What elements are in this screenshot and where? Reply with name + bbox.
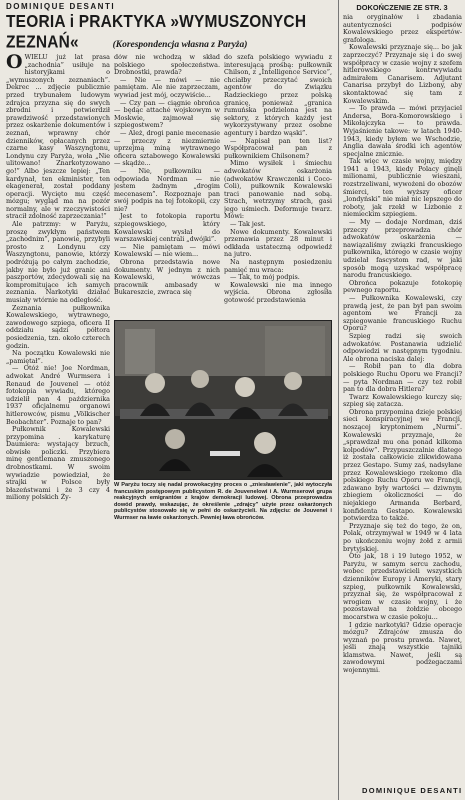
courtroom-photo [114,320,332,480]
article-subhead: (Korespondencja własna z Paryża) [112,40,248,50]
article-column-1 [6,54,110,794]
paragraph: Szpieg radzi się swoich adwokatów. Postanawia udzielić odpowiedzi w następnym tygodniu. Ale obrona naciska dalej: [343,331,462,363]
paragraph: — My — dodaje Nordman, dziś przeczy przeprowadza chór adwokatów oskarżenia — nawiązaliśmy związki francuskiego pułkownika, którego w czasie wojny udzielał fascystom rad, w jaki sposób mogą uzyskać współpracę narodu francuskiego. [343,218,462,280]
paragraph: Na następnym posiedzeniu pamięć mu wraca: [224,258,332,274]
paragraph: dów nie wchodzą w skład polskiego społeczeństwa. Drobnostki, prawda? [114,54,220,77]
paragraph: Nowe dokumenty. Kowalewski przemawia przez 28 minut i odkłada ustateczną odpowiedź na jutro. [224,227,332,259]
paragraph: Na początku Kowalewski nie „pamiętał”. [6,349,110,365]
paragraph: nia oryginałów i zbadania autentyczności podpisów Kowalewskiego przez ekspertów-grafologa. [343,14,462,44]
signature: DOMINIQUE DESANTI [362,786,463,795]
paragraph: WIELU już lat prasa „zachodnia” usiłuje na historyjkami o „wymuszonych zeznaniach”. Dekrec ... zdjęcie publicznie przed trybunałem ludowym zdrajca przyzna się do swych zbrodni i potwierdził prawdziwość przedstawionych przez oskarżenie dokumentów i zeznań, wprawny chór dzienników, opłacanych przez czarne kasy Waszyngtonu, Londynu czy Paryża, woła „Nie ulitowano! Znarkotyzowano go!” Albo jeszcze lepiej: „Ten kardynał, ten ekminister, ten ekagenerał, został poddany operacji. Wycięto mu część mózgu; wygląd ma na pozór normalny, ale w rzeczywistości stracił zdolność zaprzeczania!” [6,54,110,221]
paragraph: — Pułkownika Kowalewski, czy prawdą jest, że pan był pan swoim agentom we Francji za szpiegowanie francuskiego Ruchu Oporu? [343,293,462,333]
paragraph: Przyznaje się też do tego, że on, Polak, otrzymywał w 1949 w 4 lata po ukończeniu wojny żołd z armii brytyjskiej. [343,521,462,553]
paragraph: Ale patrzmy: w Paryżu, proszę zwykłym państwem „zachodnim”, panowie, przybyli prosto z Londynu czy Waszyngtonu, panowie, którzy podróżują po całym zachodzie, jakby nie było już granic ani paszportów, zdecydowali się na kompromitujące ich samych zeznania. Narkotyki działać musiały wtórnie na odległość. [6,220,110,304]
paragraph: — Robił pan to dla dobra polskiego Ruchu Oporu we Francji? — pyta Nordman — czy też robił pan to dla dobra Hitlera? [343,362,462,394]
paragraph: Kowalewski nie ma innego wyjścia. Obrona zgłosiła gotowość przedstawienia [224,280,332,304]
paragraph: — Nie, pułkowniku — odpowiada Nordman — nie jestem żadnym „drogim mecenasem”. Rozpoznaje pan swój podpis na tej fotokopii, czy nie? [114,166,220,213]
paragraph: — To prawda — mówi przyjaciel Andersa, Bora-Komorowskiego i Mikołajczyka — to prawda. Wyjaśnienie takowe: w latach 1940-1943, kiedy byłem we Wschodzie, Anglia dawała środki ich agentów specjalne znicznie. [343,104,462,158]
paragraph: Jest to fotokopia raportu szpiegowskiego, który Kowalewski wysłał do warszawskiej centrali „dwójki”. [114,212,220,244]
drop-cap: O [6,54,23,73]
paragraph: — Tak, to mój podpis. [230,273,300,282]
paragraph: Tak więc w czasie wojny, między 1941 a 1943, kiedy Polacy ginęli milionami, publicznie wieszani, rozstrzeliwani, wywożeni do obozów śmierci, ten wyższy oficer „londyński” nie miał nic lepszego do roboty, jak rzekł w Lizbonie z niemieckim szpiegiem. [343,157,462,219]
paragraph: — Nie — mówi — nie pamiętam. Ale nie zaprzeczam, wywiad jest mój, oczywiście... [114,75,220,99]
article-column-3 [224,54,332,316]
byline-top: DOMINIQUE DESANTI [6,2,116,11]
column-divider [338,0,339,800]
paragraph: — Ależ, drogi panie mecenasie — przeczy z niezmiernie uprzejmą miną wytrawnego oficera sztabowego Kowalewski — skądże... [114,128,220,168]
paragraph: Obrona przedstawia nowe dokumenty. W jednym z nich Kowalewski, wówczas pracownik ambasady w Bukareszcie, zwraca się [114,258,220,297]
paragraph: Zeznania pułkownika Kowalewskiego, wytrawnego, zawodowego szpiega, oficera II oddziału sądzi półtora posiedzenia, tzn. około czterech godzin. [6,303,110,350]
photo-caption: W Paryżu toczy się nadal prowokacyjny proces o „zniesławienie”, jaki wytoczyła francuskim postępowym publicystom R. de Jouvenelowi i A. Wurmserowi grupa reakcyjnych emigrantów z krajów demokracji ludowej. Obrona przeprowadza dowód prawdy, wskazując, że określenie „zdrajcy” użyte przez oskarżonych publicystów stosowało się w pełni do oskarżycieli. Na zdjęciu: de Jouvenel i Wurmser na ławie oskarżonych. Pewniej ława obrońców. [114,482,332,521]
paragraph: — Tak jest. [230,220,266,229]
paragraph: — Nie pamiętam — mówi Kowalewski — nie wiem... [114,242,220,259]
paragraph: — Napisał pan ten list? Współpracował pan z pułkownikiem Chilsonem? [224,136,332,160]
continuation-heading: DOKOŃCZENIE ZE STR. 3 [356,3,448,12]
paragraph: Obrońca pokazuje fotokopię pewnego raportu. [343,278,462,295]
paragraph: do szefa polskiego wywiadu z interesującą prośbą: pułkownik Chilson, z „Intelligence Service”, chciałby przeczytać swoich agentów do Związku Radzieckiego przez polską granicę, ponieważ „granica rumuńska podzielona jest na sektory, z których każdy jest wykorzystywany przez osobne agentury i bardzo wąski”. [224,54,332,137]
paragraph: Mimo wysiłek i śmiechu adwokatów oskarżonia (adwokatów Krawczenki i Coco-Coli), pułkownik Kowalewski traci panowanie nad sobą. Strach, wetrzymy strach, gasi jego uśmiech. Deformuje twarz. Mówi: [224,159,332,221]
paragraph: Oto jak, 18 i 19 lutego 1952, w Paryżu, w samym sercu zachodu, wobec przedstawicieli wszystkich dzienników Europy i Ameryki, stary szpieg, pułkownik Kowalewski, przyznał się, że współpracował z wrogiem w czasie wojny, i że pozostawał na żołdzie obcego mocarstwa w czasie pokoju... [343,552,462,621]
paragraph: Obrona przypomina dzieje polskiej sieci konspiracyjnej we Francji, noszącej kryptonimem „Nurmi”. Kowalewski przyznaje, że „sprawdzał mu ona ponad kilkoma kolpodów”. Przypuszczalnie dlatego iż została całkowicie zlikwidowana przez Gestapo. Sumy zaś, nadsyłane przez Kowalewskiego rzekomo dla polskiego Ruchu Oporu we Francji, zdawano były wartości — dziwnym zbiegiem okoliczności — do niejakiego Armanda Berbard, konfidenta Gestapo. Kowalewski potwierdza to także. [343,407,462,523]
article-column-2 [114,54,220,316]
article-headline: TEORIA i PRAKTYKA »WYMUSZONYCH ZEZNAŃ« [6,12,307,53]
courtroom-photo-image [115,321,332,480]
paragraph: Pułkownik Kowalewski przypomina . karykaturę Daumiera: wystający brzuch, obwisłe policzki. Przybiera minę gentlemana zmuszonego drobnostkami. W swoim wywiadzie powiedział, że strajki w Polsce były błazeństwami i że 3 czy 4 miliony polskich Ży- [6,425,110,502]
paragraph: — Otóż nie! Joe Nordman, adwokat André Wurmsera i Renaud de Jouvenel — otóż fotokopia wywiadu, którego udzielił pan 4 października 1937 oficjalnemu organowi hitlerowców, pismu „Völkischer Beobachter”. Poznaje to pan? [6,364,110,426]
paragraph: I gdzie narkotyki? Gdzie operacje mózgu? Zdrajców zmusza do wyznań po prostu prawda. Nawet, jeśli znają wszystkie tajniki klamstwa. Nawet, jeśli są zawodowymi podżegaczami wojennymi. [343,620,462,675]
paragraph: Twarz Kowalewskiego kurczy się; szpieg się zatacza. [343,392,462,409]
paragraph: Kowalewski przyznaje się... bo jak zaprzeczyć? Przyznaje się i do swej współpracy w czasie wojny z szefem hitlerowskiego kontrwywiadu admirałem Canarisem. Adjutant Canarisa przybył do Lizbony, aby skontaktować się tam z Kowalewskim. [343,43,462,105]
paragraph: — Czy pan — ciągnie obrońca — będąc attaché wojskowym w Moskwie, zajmował się szpiegostwem? [114,98,220,130]
continuation-column [343,14,462,770]
